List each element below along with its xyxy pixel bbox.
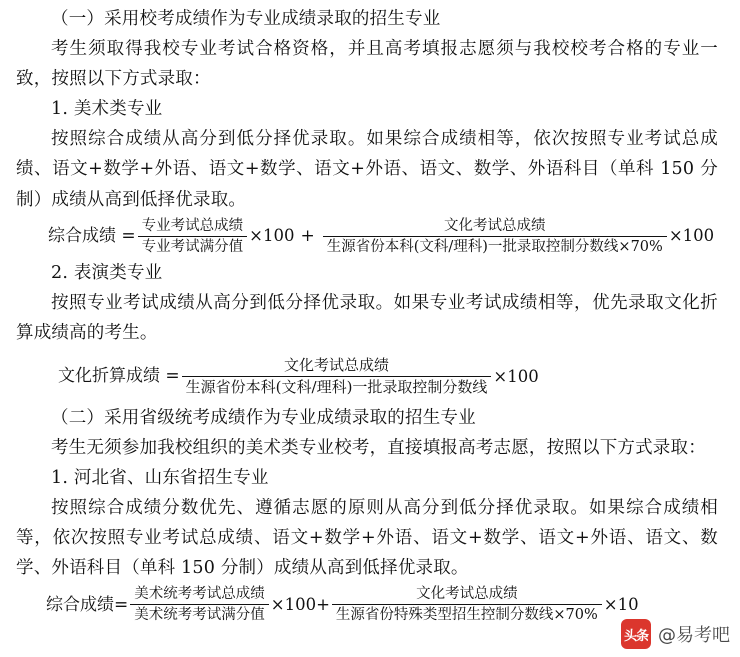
formula-1-term1-numerator: 专业考试总成绩 [141,217,244,234]
formula-3-term2-numerator: 文化考试总成绩 [416,586,518,603]
formula-3-term1-numerator: 美术统考考试总成绩 [134,586,265,603]
formula-3-label: 综合成绩= [46,594,129,615]
sub-2-1-body: 按照综合成绩分数优先、遵循志愿的原则从高分到低分择优录取。如果综合成绩相等，依次按照专业考试总成绩、语文+数学+外语、语文+数学、语文+外语、语文、数学、外语科目（单科 150 分制）成绩从高到低择优录取。 [16,497,718,579]
section-2-heading: （二）采用省级统考成绩作为专业成绩录取的招生专业 [51,407,476,428]
formula-2-term1-fraction [182,356,492,397]
sub-1-2-heading: 2. 表演类专业 [51,262,163,283]
formula-1-term1-fraction [138,217,248,256]
watermark [621,619,730,649]
formula-1-term1-denominator: 专业考试满分值 [138,236,248,256]
formula-2-term1-denominator: 生源省份本科(文科/理科)一批录取控制分数线 [182,376,492,397]
formula-3-term2-multiplier: ×10 [603,594,639,614]
section-1-intro: 考生须取得我校专业考试合格资格，并且高考填报志愿须与我校校考合格的专业一致，按照以下方式录取： [16,39,718,90]
sub-1-1-heading: 1. 美术类专业 [51,99,163,120]
formula-2-term1-multiplier: ×100 [493,366,539,386]
formula-1-term2-fraction [323,217,667,256]
formula-3-term1-multiplier: ×100+ [270,594,330,614]
formula-1-term1-multiplier: ×100 [249,226,295,246]
formula-1-label: 综合成绩 = [48,226,136,247]
sub-1-1-body: 按照综合成绩从高分到低分择优录取。如果综合成绩相等，依次按照专业考试总成绩、语文+数学+外语、语文+数学、语文+外语、语文、数学、外语科目（单科 150 分制）成绩从高到低择优录取。 [16,129,718,210]
sub-2-1-heading: 1. 河北省、山东省招生专业 [51,467,269,488]
formula-2-term1-numerator: 文化考试总成绩 [284,356,390,375]
formula-1-term2-numerator: 文化考试总成绩 [444,217,546,234]
toutiao-badge-icon: 头条 [621,619,651,649]
formula-3-term2-fraction [332,585,602,624]
formula-1-term2-multiplier: ×100 [668,226,715,246]
formula-2-label: 文化折算成绩 = [58,366,180,387]
section-1-heading: （一）采用校考成绩作为专业成绩录取的招生专业 [51,9,441,29]
watermark-text: @易考吧 [658,625,730,646]
formula-3-term1-denominator: 美术统考考试满分值 [130,604,269,624]
formula-1-term2-denominator: 生源省份本科(文科/理科)一批录取控制分数线×70% [323,236,667,256]
formula-culture-converted-score [16,356,718,397]
formula-comprehensive-score-1 [16,217,718,256]
formula-1-operator: + [300,226,315,247]
sub-1-2-body: 按照专业考试成绩从高分到低分择优录取。如果专业考试成绩相等，优先录取文化折算成绩高的考生。 [16,293,718,344]
formula-comprehensive-score-2 [16,585,718,624]
formula-3-term2-denominator: 生源省份特殊类型招生控制分数线×70% [332,604,602,624]
formula-3-term1-fraction [130,585,269,624]
section-2-intro: 考生无须参加我校组织的美术类专业校考，直接填报高考志愿，按照以下方式录取： [51,437,706,458]
